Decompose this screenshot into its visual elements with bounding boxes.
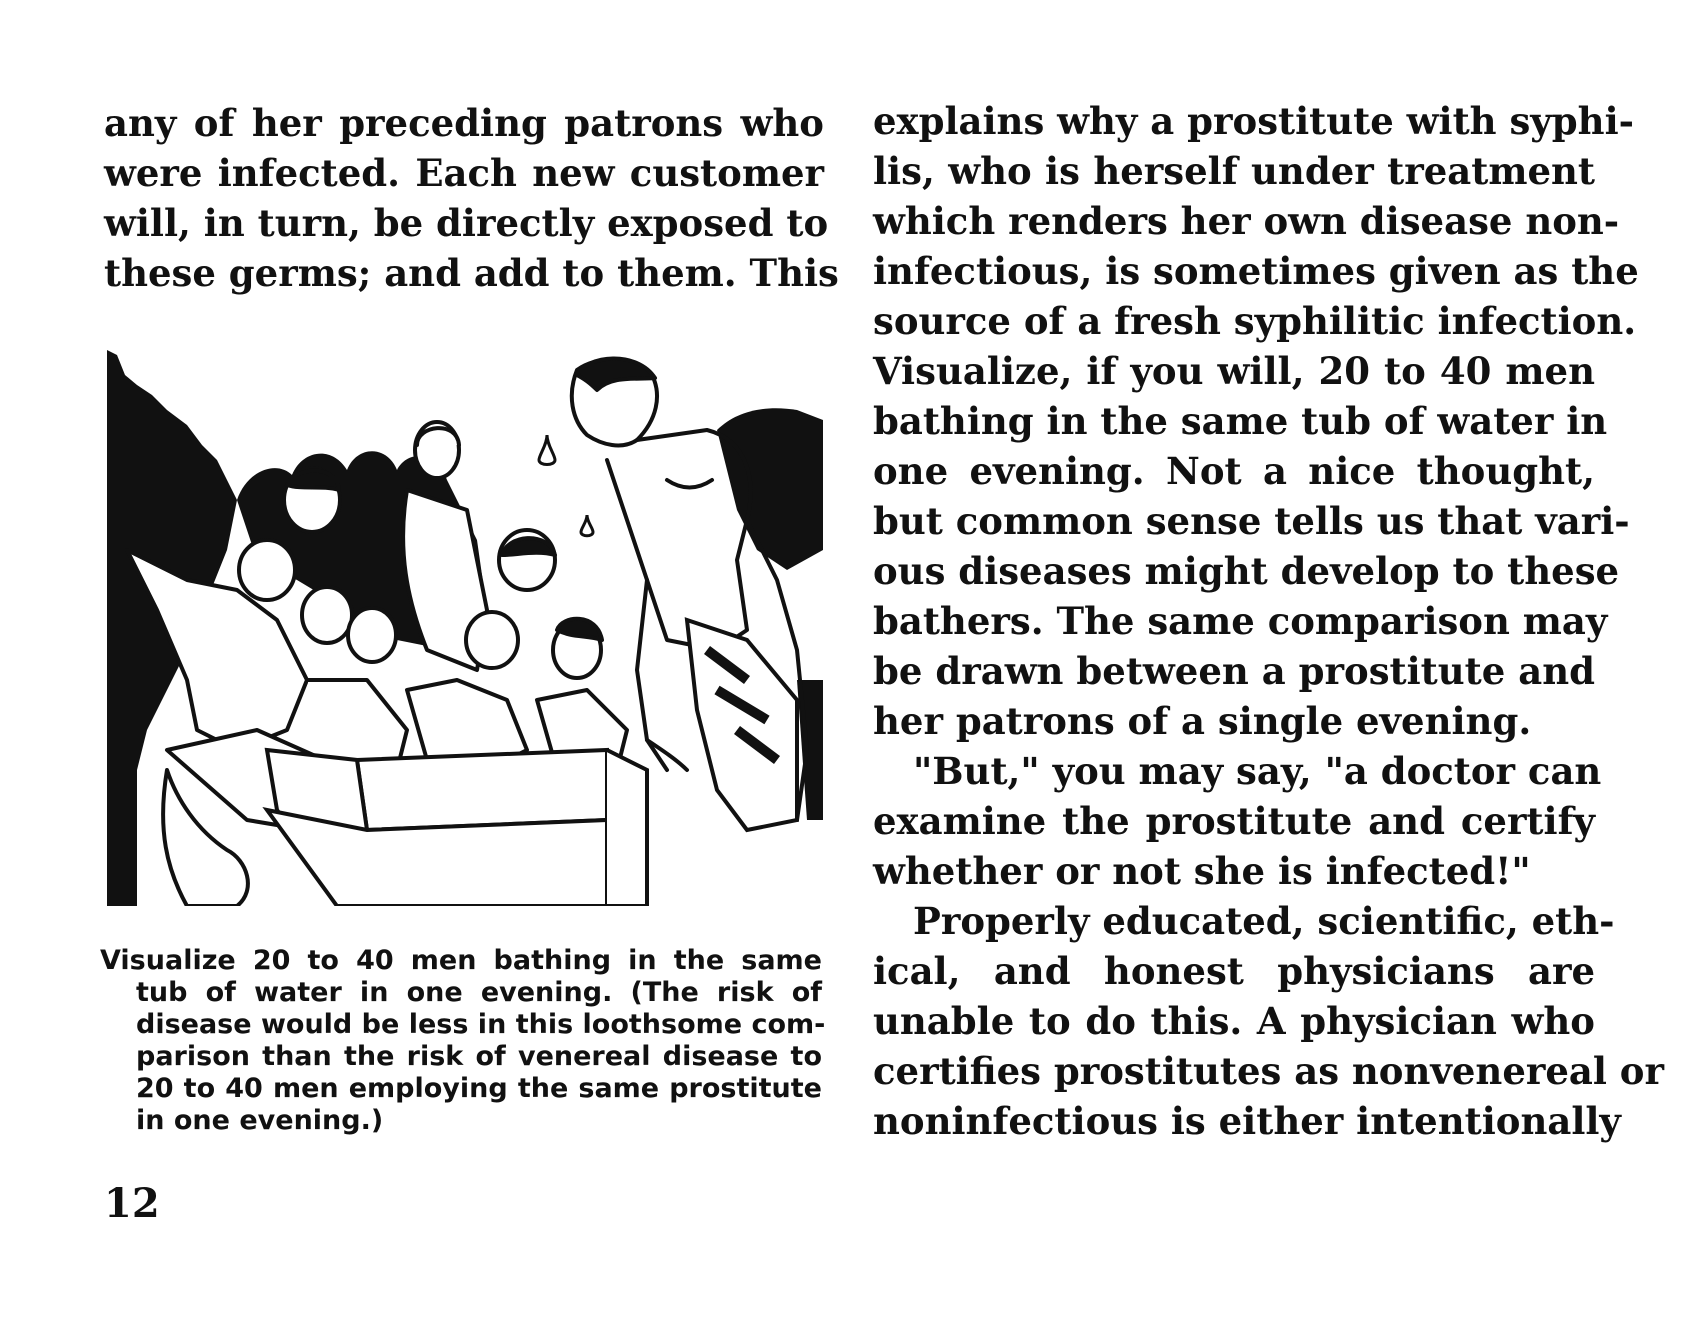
dark-background-right — [717, 408, 823, 570]
bathers-illustration — [107, 350, 823, 906]
caption-line: 20 to 40 men employing the same prostitute — [136, 1073, 822, 1104]
text-line: bathing in the same tub of water in — [873, 399, 1608, 443]
text-line: be drawn between a prostitute and — [873, 649, 1595, 693]
text-line: any of her preceding patrons who — [104, 101, 824, 145]
text-line: lis, who is herself under treatment — [873, 149, 1595, 193]
text-line: these germs; and add to them. This — [104, 251, 839, 295]
caption-line: disease would be less in this loothsome com- — [136, 1009, 826, 1040]
text-line: examine the prostitute and certify — [873, 799, 1595, 843]
text-line: ous diseases might develop to these — [873, 549, 1620, 593]
text-line: Visualize, if you will, 20 to 40 men — [873, 349, 1595, 393]
text-line: her patrons of a single evening. — [873, 699, 1532, 743]
text-line: "But," you may say, "a doctor can — [913, 749, 1602, 793]
bathtub — [357, 750, 607, 830]
caption-line: tub of water in one evening. (The risk of — [136, 977, 822, 1008]
right-column-text — [873, 96, 1664, 1146]
text-line: explains why a prostitute with syphi- — [873, 99, 1634, 143]
text-line: noninfectious is either intentionally — [873, 1099, 1621, 1143]
water-drop — [581, 515, 593, 536]
text-line: were infected. Each new customer — [104, 151, 824, 195]
text-line: source of a fresh syphilitic infection. — [873, 299, 1637, 343]
text-line: ical, and honest physicians are — [873, 949, 1595, 993]
caption-line: Visualize 20 to 40 men bathing in the same — [100, 945, 822, 976]
left-column-text — [104, 98, 839, 298]
text-line: whether or not she is infected!" — [873, 849, 1531, 893]
text-line: certifies prostitutes as nonvenereal or — [873, 1049, 1664, 1093]
text-line: will, in turn, be directly exposed to — [104, 201, 829, 245]
caption-line: in one evening.) — [136, 1105, 384, 1136]
illustration-caption — [100, 945, 826, 1137]
text-line: one evening. Not a nice thought, — [873, 449, 1595, 493]
text-line: unable to do this. A physician who — [873, 999, 1595, 1043]
water-drop — [539, 435, 555, 465]
page-number: 12 — [104, 1180, 160, 1227]
text-line: Properly educated, scientific, eth- — [913, 899, 1615, 943]
text-line: but common sense tells us that vari- — [873, 499, 1630, 543]
text-line: bathers. The same comparison may — [873, 599, 1608, 643]
towel — [687, 620, 797, 830]
text-line: infectious, is sometimes given as the — [873, 249, 1639, 293]
text-line: which renders her own disease non- — [873, 199, 1620, 243]
caption-line: parison than the risk of venereal disease to — [136, 1041, 822, 1072]
